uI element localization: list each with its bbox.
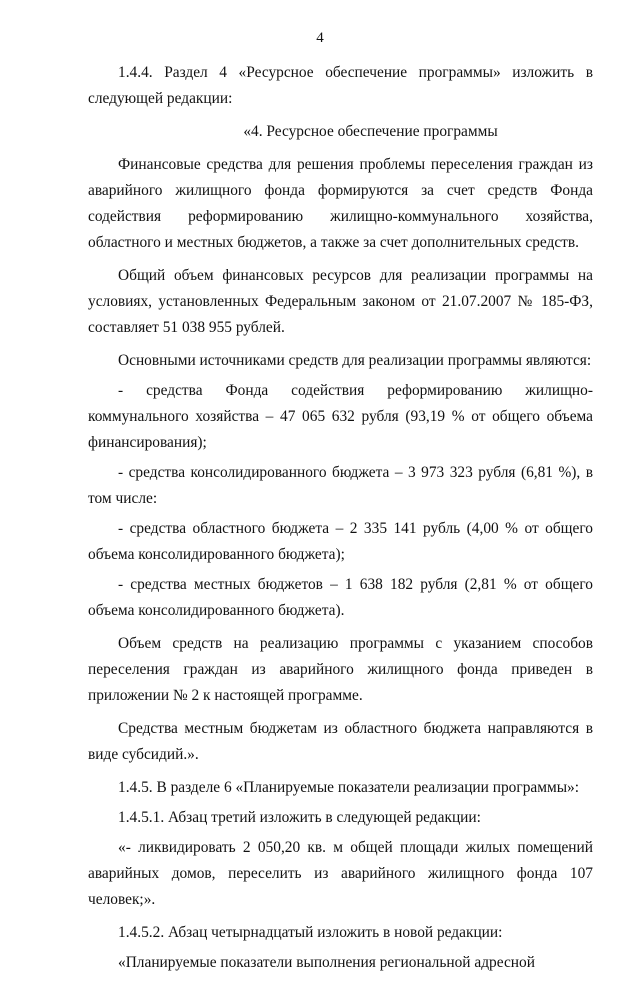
document-body: [88, 60, 593, 983]
section-heading: «4. Ресурсное обеспечение программы: [243, 123, 498, 140]
paragraph-appendix-reference: Объем средств на реализацию программы с указанием способов переселения граждан из аварийного жилищного фонда приведен в приложении № 2 к настоящей программе.: [88, 635, 593, 704]
page-number: 4: [316, 30, 324, 46]
paragraph-section-1-4-5: 1.4.5. В разделе 6 «Планируемые показатели реализации программы»:: [118, 779, 580, 796]
paragraph-main-sources: Основными источниками средств для реализации программы являются:: [118, 352, 592, 369]
list-item-local-budgets: - средства местных бюджетов – 1 638 182 рубля (2,81 % от общего объема консолидированного бюджета).: [88, 576, 593, 619]
paragraph-planned-indicators: «Планируемые показатели выполнения региональной адресной: [118, 954, 535, 971]
list-item-fund: - средства Фонда содействия реформированию жилищно-коммунального хозяйства – 47 065 632 рубля (93,19 % от общего объема финансирования);: [88, 382, 593, 451]
list-item-regional-budget: - средства областного бюджета – 2 335 141 рубль (4,00 % от общего объема консолидированного бюджета);: [88, 520, 593, 563]
paragraph-liquidate-housing: «- ликвидировать 2 050,20 кв. м общей площади жилых помещений аварийных домов, переселить из аварийного жилищного фонда 107 человек;».: [88, 839, 593, 908]
paragraph-section-1-4-4: 1.4.4. Раздел 4 «Ресурсное обеспечение программы» изложить в следующей редакции:: [88, 64, 593, 107]
paragraph-financing-sources: Финансовые средства для решения проблемы переселения граждан из аварийного жилищного фонда формируются за счет средств Фонда содействия реформированию жилищно-коммунального хозяйства, областного и местных бюджетов, а также за счет дополнительных средств.: [88, 156, 593, 251]
paragraph-section-1-4-5-1: 1.4.5.1. Абзац третий изложить в следующей редакции:: [118, 809, 481, 826]
paragraph-section-1-4-5-2: 1.4.5.2. Абзац четырнадцатый изложить в новой редакции:: [118, 924, 503, 941]
paragraph-total-volume: Общий объем финансовых ресурсов для реализации программы на условиях, установленных Федеральным законом от 21.07.2007 № 185-ФЗ, составляет 51 038 955 рублей.: [88, 267, 593, 336]
paragraph-subsidies: Средства местным бюджетам из областного бюджета направляются в виде субсидий.».: [88, 720, 593, 763]
list-item-consolidated-budget: - средства консолидированного бюджета – 3 973 323 рубля (6,81 %), в том числе:: [88, 464, 593, 507]
